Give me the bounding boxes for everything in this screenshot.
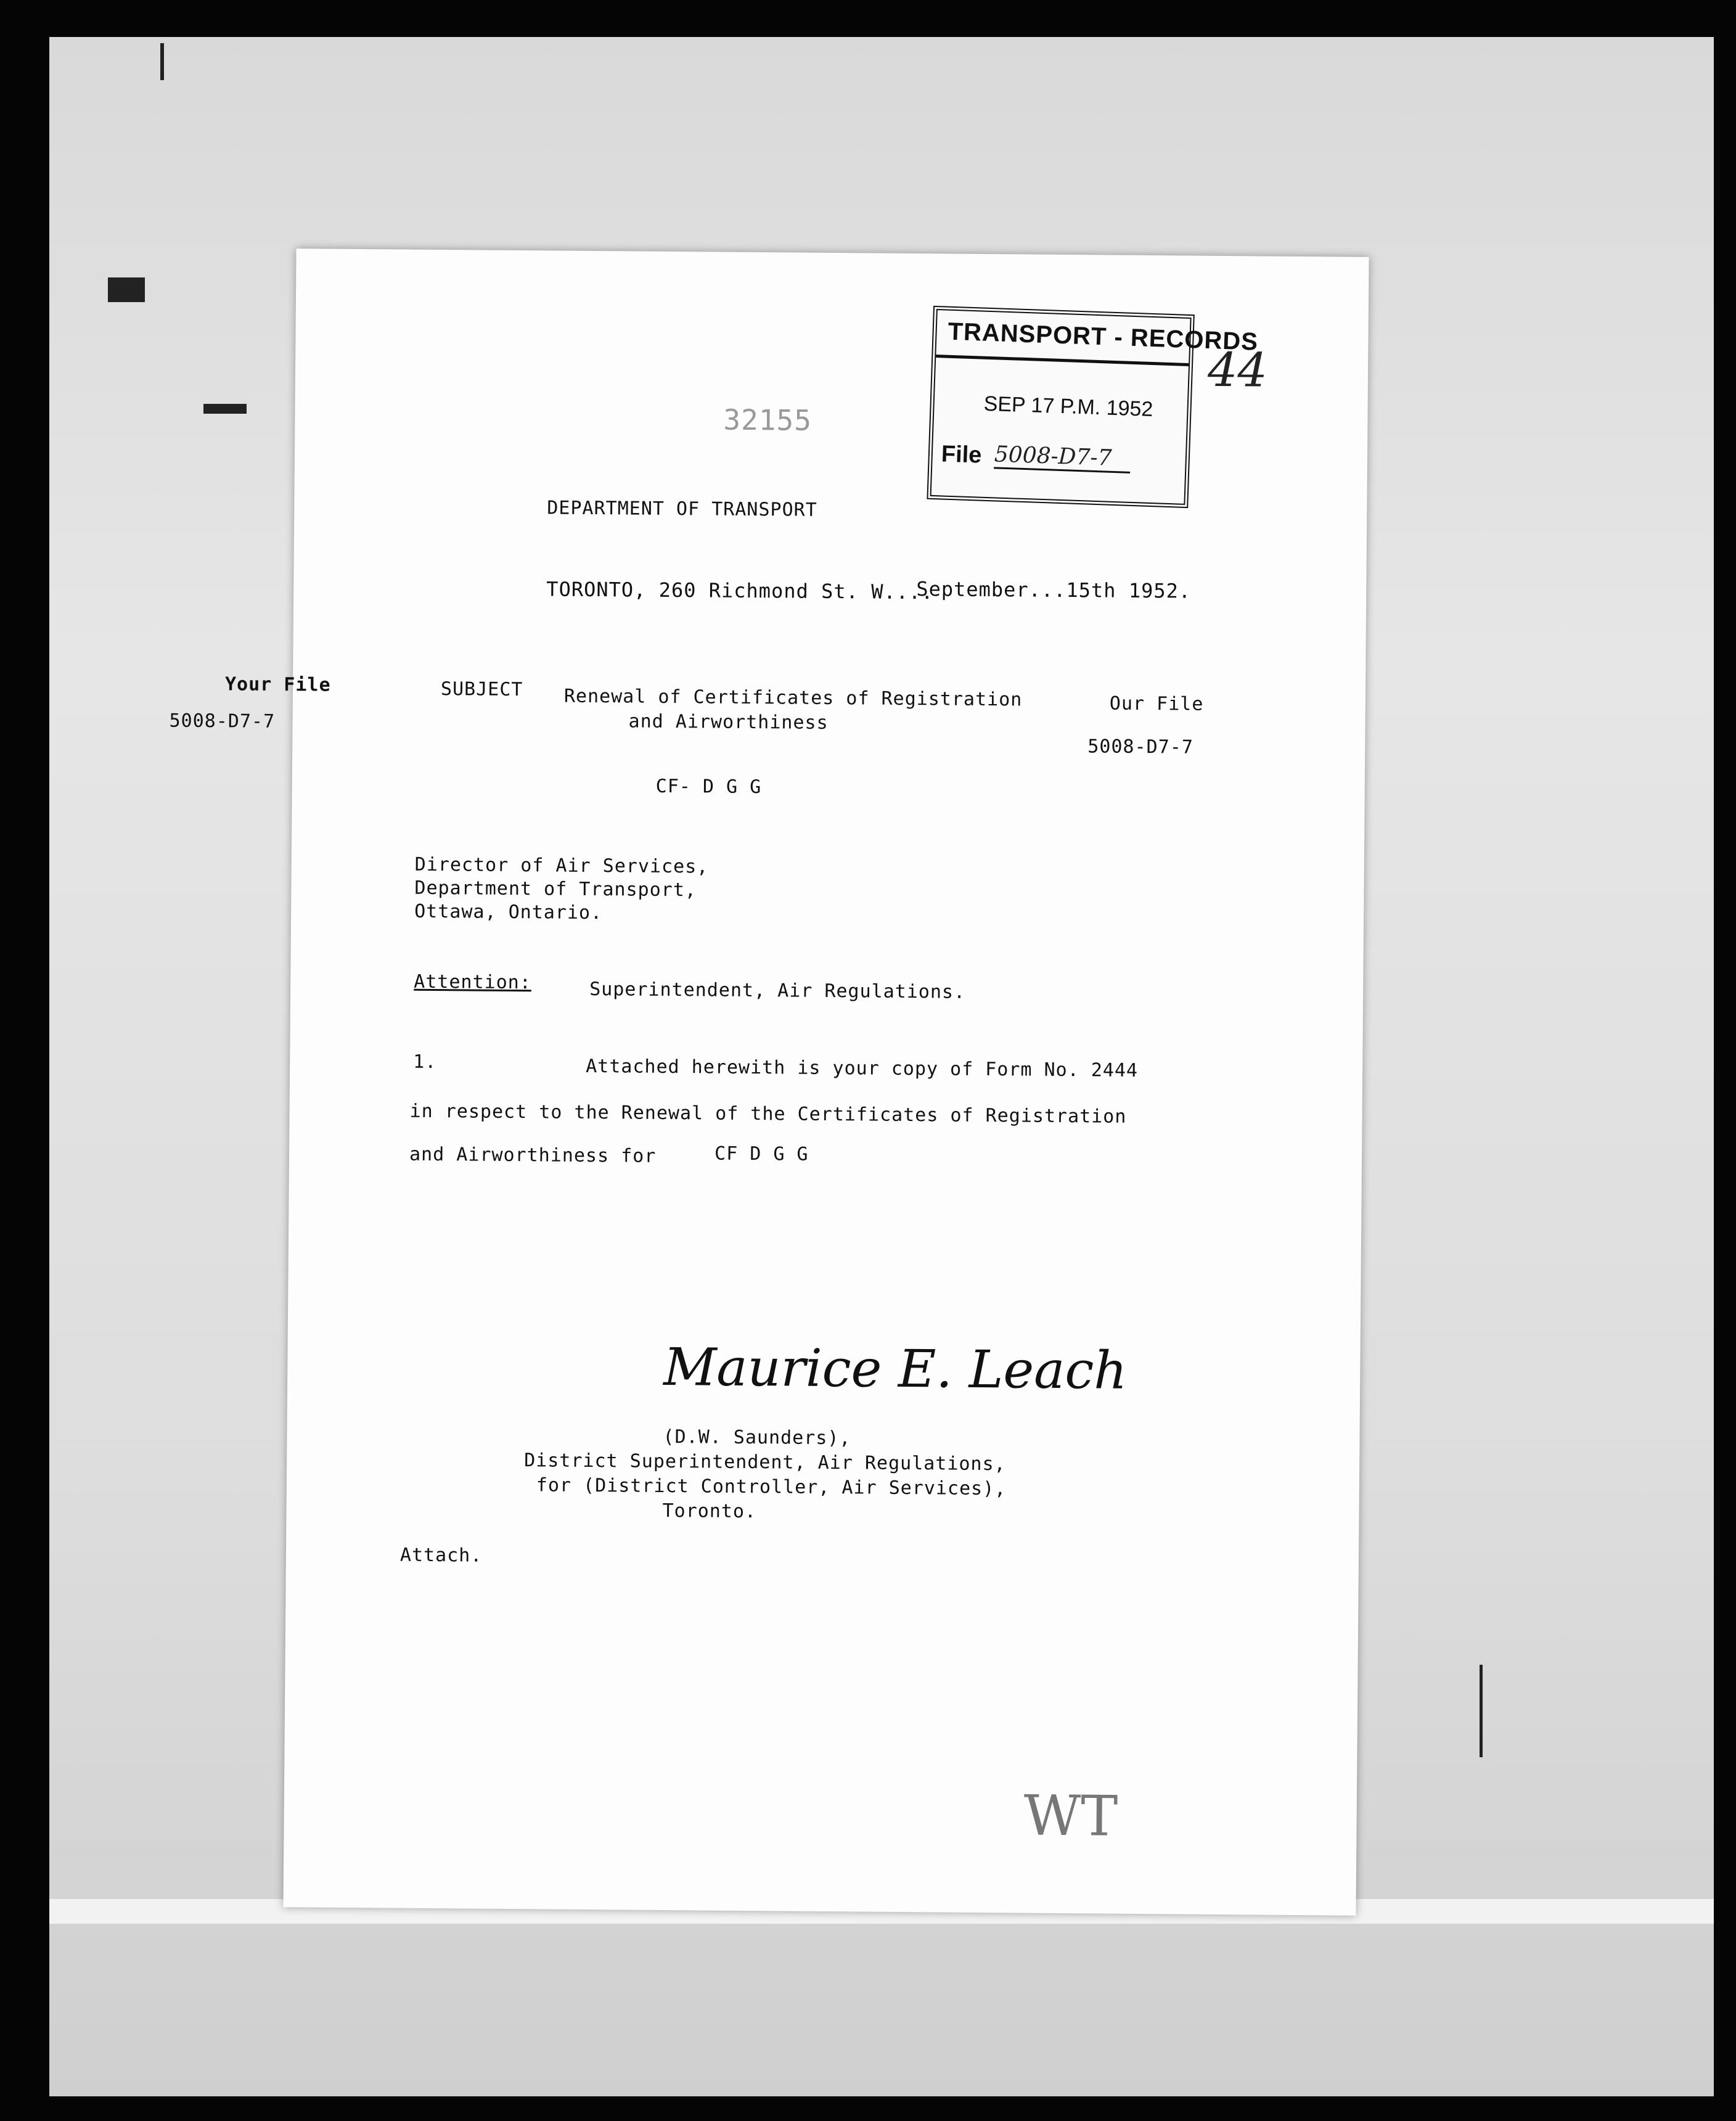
subject-line-1: Renewal of Certificates of Registration	[563, 685, 1023, 711]
stamp-title: TRANSPORT - RECORDS	[947, 318, 1259, 356]
edge-mark	[1480, 1665, 1483, 1757]
signatory-name: (D.W. Saunders),	[663, 1426, 851, 1450]
our-file-number: 5008-D7-7	[1087, 736, 1194, 758]
your-file-label: Your File	[224, 673, 331, 696]
addressee-line-1: Director of Air Services,	[414, 853, 709, 878]
edge-mark	[108, 277, 145, 302]
handwritten-number: 44	[1207, 342, 1268, 398]
stamp-divider	[936, 355, 1189, 366]
your-file-number: 5008-D7-7	[169, 710, 276, 732]
stamped-number: 32155	[723, 403, 813, 437]
edge-mark	[160, 43, 164, 80]
signatory-city: Toronto.	[662, 1499, 757, 1523]
stamp-date: SEP 17 P.M. 1952	[983, 392, 1153, 422]
body-line-3: and Airworthiness for	[409, 1143, 657, 1167]
body-line-1: Attached herewith is your copy of Form No. 2444	[586, 1055, 1139, 1081]
subject-label: SUBJECT	[440, 678, 523, 701]
signature: Maurice E. Leach	[663, 1336, 1128, 1401]
letterhead-address: TORONTO, 260 Richmond St. W....	[546, 577, 934, 604]
aircraft-registration: CF- D G G	[655, 775, 762, 798]
stamp-file-value: 5008-D7-7	[994, 441, 1131, 473]
letter-date: September...15th 1952.	[916, 577, 1192, 603]
our-file-label: Our File	[1109, 692, 1204, 715]
subject-line-2: and Airworthiness	[628, 710, 829, 734]
edge-mark	[203, 404, 247, 414]
letter-page	[169, 248, 1369, 1916]
stamp-file-label: File	[941, 441, 983, 469]
addressee-line-3: Ottawa, Ontario.	[414, 900, 603, 924]
body-registration: CF D G G	[714, 1143, 809, 1165]
attention-value: Superintendent, Air Regulations.	[589, 978, 966, 1003]
department-heading: DEPARTMENT OF TRANSPORT	[547, 497, 817, 521]
signatory-for: for (District Controller, Air Services),	[536, 1474, 1007, 1500]
body-line-2: in respect to the Renewal of the Certificates of Registration	[409, 1100, 1127, 1128]
addressee-line-2: Department of Transport,	[414, 877, 697, 901]
enclosure-note: Attach.	[399, 1544, 483, 1567]
handwritten-initials: WT	[1023, 1783, 1118, 1849]
signatory-title: District Superintendent, Air Regulations,	[524, 1450, 1006, 1475]
paragraph-number: 1.	[413, 1051, 437, 1073]
attention-label: Attention:	[414, 970, 532, 994]
